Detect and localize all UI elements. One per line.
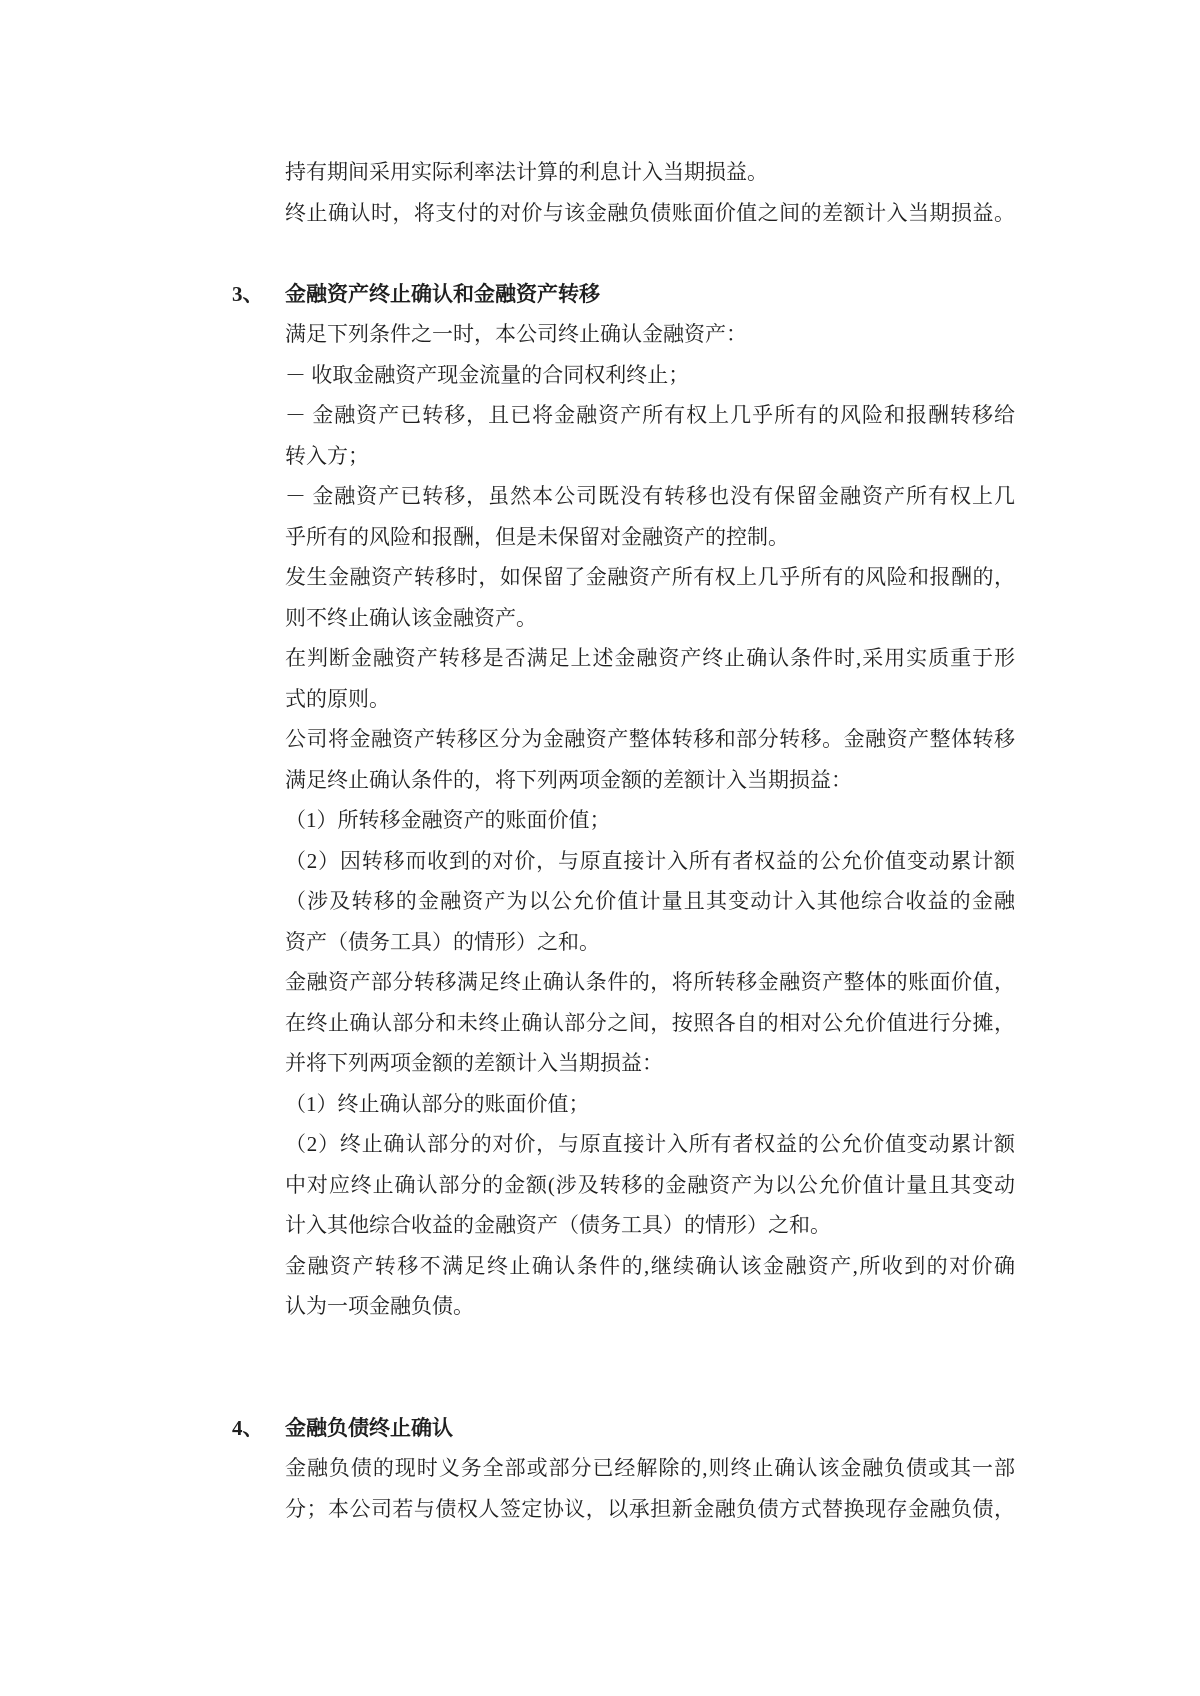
text-line: （1）所转移金融资产的账面价值； — [285, 808, 611, 832]
text-line: 分；本公司若与债权人签定协议，以承担新金融负债方式替换现存金融负债， — [285, 1496, 1015, 1521]
text-line: 认为一项金融负债。 — [285, 1294, 474, 1318]
document-content — [232, 152, 1015, 1529]
section-heading — [232, 274, 1015, 315]
text-line: 中对应终止确认部分的金额(涉及转移的金融资产为以公允价值计量且其变动 — [285, 1172, 1015, 1197]
text-line: 终止确认时，将支付的对价与该金融负债账面价值之间的差额计入当期损益。 — [285, 200, 1015, 225]
text-line: 并将下列两项金额的差额计入当期损益： — [285, 1051, 663, 1075]
text-line: 金融资产转移不满足终止确认条件的,继续确认该金融资产,所收到的对价确 — [285, 1253, 1015, 1278]
blank-line — [285, 1367, 1015, 1408]
section-number: 4、 — [232, 1415, 264, 1440]
blank-line — [285, 1327, 1015, 1368]
text-line: 满足下列条件之一时，本公司终止确认金融资产： — [285, 322, 747, 346]
text-line: － 金融资产已转移，虽然本公司既没有转移也没有保留金融资产所有权上几 — [285, 484, 1015, 508]
text-line: 金融负债的现时义务全部或部分已经解除的,则终止确认该金融负债或其一部 — [285, 1456, 1015, 1480]
text-line: （涉及转移的金融资产为以公允价值计量且其变动计入其他综合收益的金融 — [285, 889, 1015, 913]
text-line: － 收取金融资产现金流量的合同权利终止； — [285, 362, 690, 387]
text-line: 式的原则。 — [285, 686, 390, 711]
text-line: （2）终止确认部分的对价，与原直接计入所有者权益的公允价值变动累计额 — [285, 1132, 1015, 1156]
text-line: 计入其他综合收益的金融资产（债务工具）的情形）之和。 — [285, 1213, 831, 1237]
text-line: （1）终止确认部分的账面价值； — [285, 1091, 590, 1116]
text-line: 转入方； — [285, 443, 369, 468]
section-title: 金融资产终止确认和金融资产转移 — [285, 281, 600, 306]
section-title: 金融负债终止确认 — [285, 1415, 453, 1440]
text-line: 在判断金融资产转移是否满足上述金融资产终止确认条件时,采用实质重于形 — [285, 646, 1015, 670]
text-line: 发生金融资产转移时，如保留了金融资产所有权上几乎所有的风险和报酬的， — [285, 565, 1015, 589]
text-line: － 金融资产已转移，且已将金融资产所有权上几乎所有的风险和报酬转移给 — [285, 403, 1015, 427]
text-line: 公司将金融资产转移区分为金融资产整体转移和部分转移。金融资产整体转移 — [285, 727, 1015, 751]
text-line: 资产（债务工具）的情形）之和。 — [285, 929, 600, 954]
text-line: 乎所有的风险和报酬，但是未保留对金融资产的控制。 — [285, 524, 789, 549]
section-heading — [232, 1408, 1015, 1449]
text-line: 金融资产部分转移满足终止确认条件的，将所转移金融资产整体的账面价值， — [285, 970, 1015, 994]
text-line: 满足终止确认条件的，将下列两项金额的差额计入当期损益： — [285, 767, 852, 792]
blank-line — [285, 233, 1015, 274]
text-line: 持有期间采用实际利率法计算的利息计入当期损益。 — [285, 160, 768, 184]
section-number: 3、 — [232, 281, 264, 306]
text-line: 在终止确认部分和未终止确认部分之间，按照各自的相对公允价值进行分摊， — [285, 1010, 1015, 1035]
text-line: （2）因转移而收到的对价，与原直接计入所有者权益的公允价值变动累计额 — [285, 848, 1015, 873]
text-line: 则不终止确认该金融资产。 — [285, 605, 537, 630]
